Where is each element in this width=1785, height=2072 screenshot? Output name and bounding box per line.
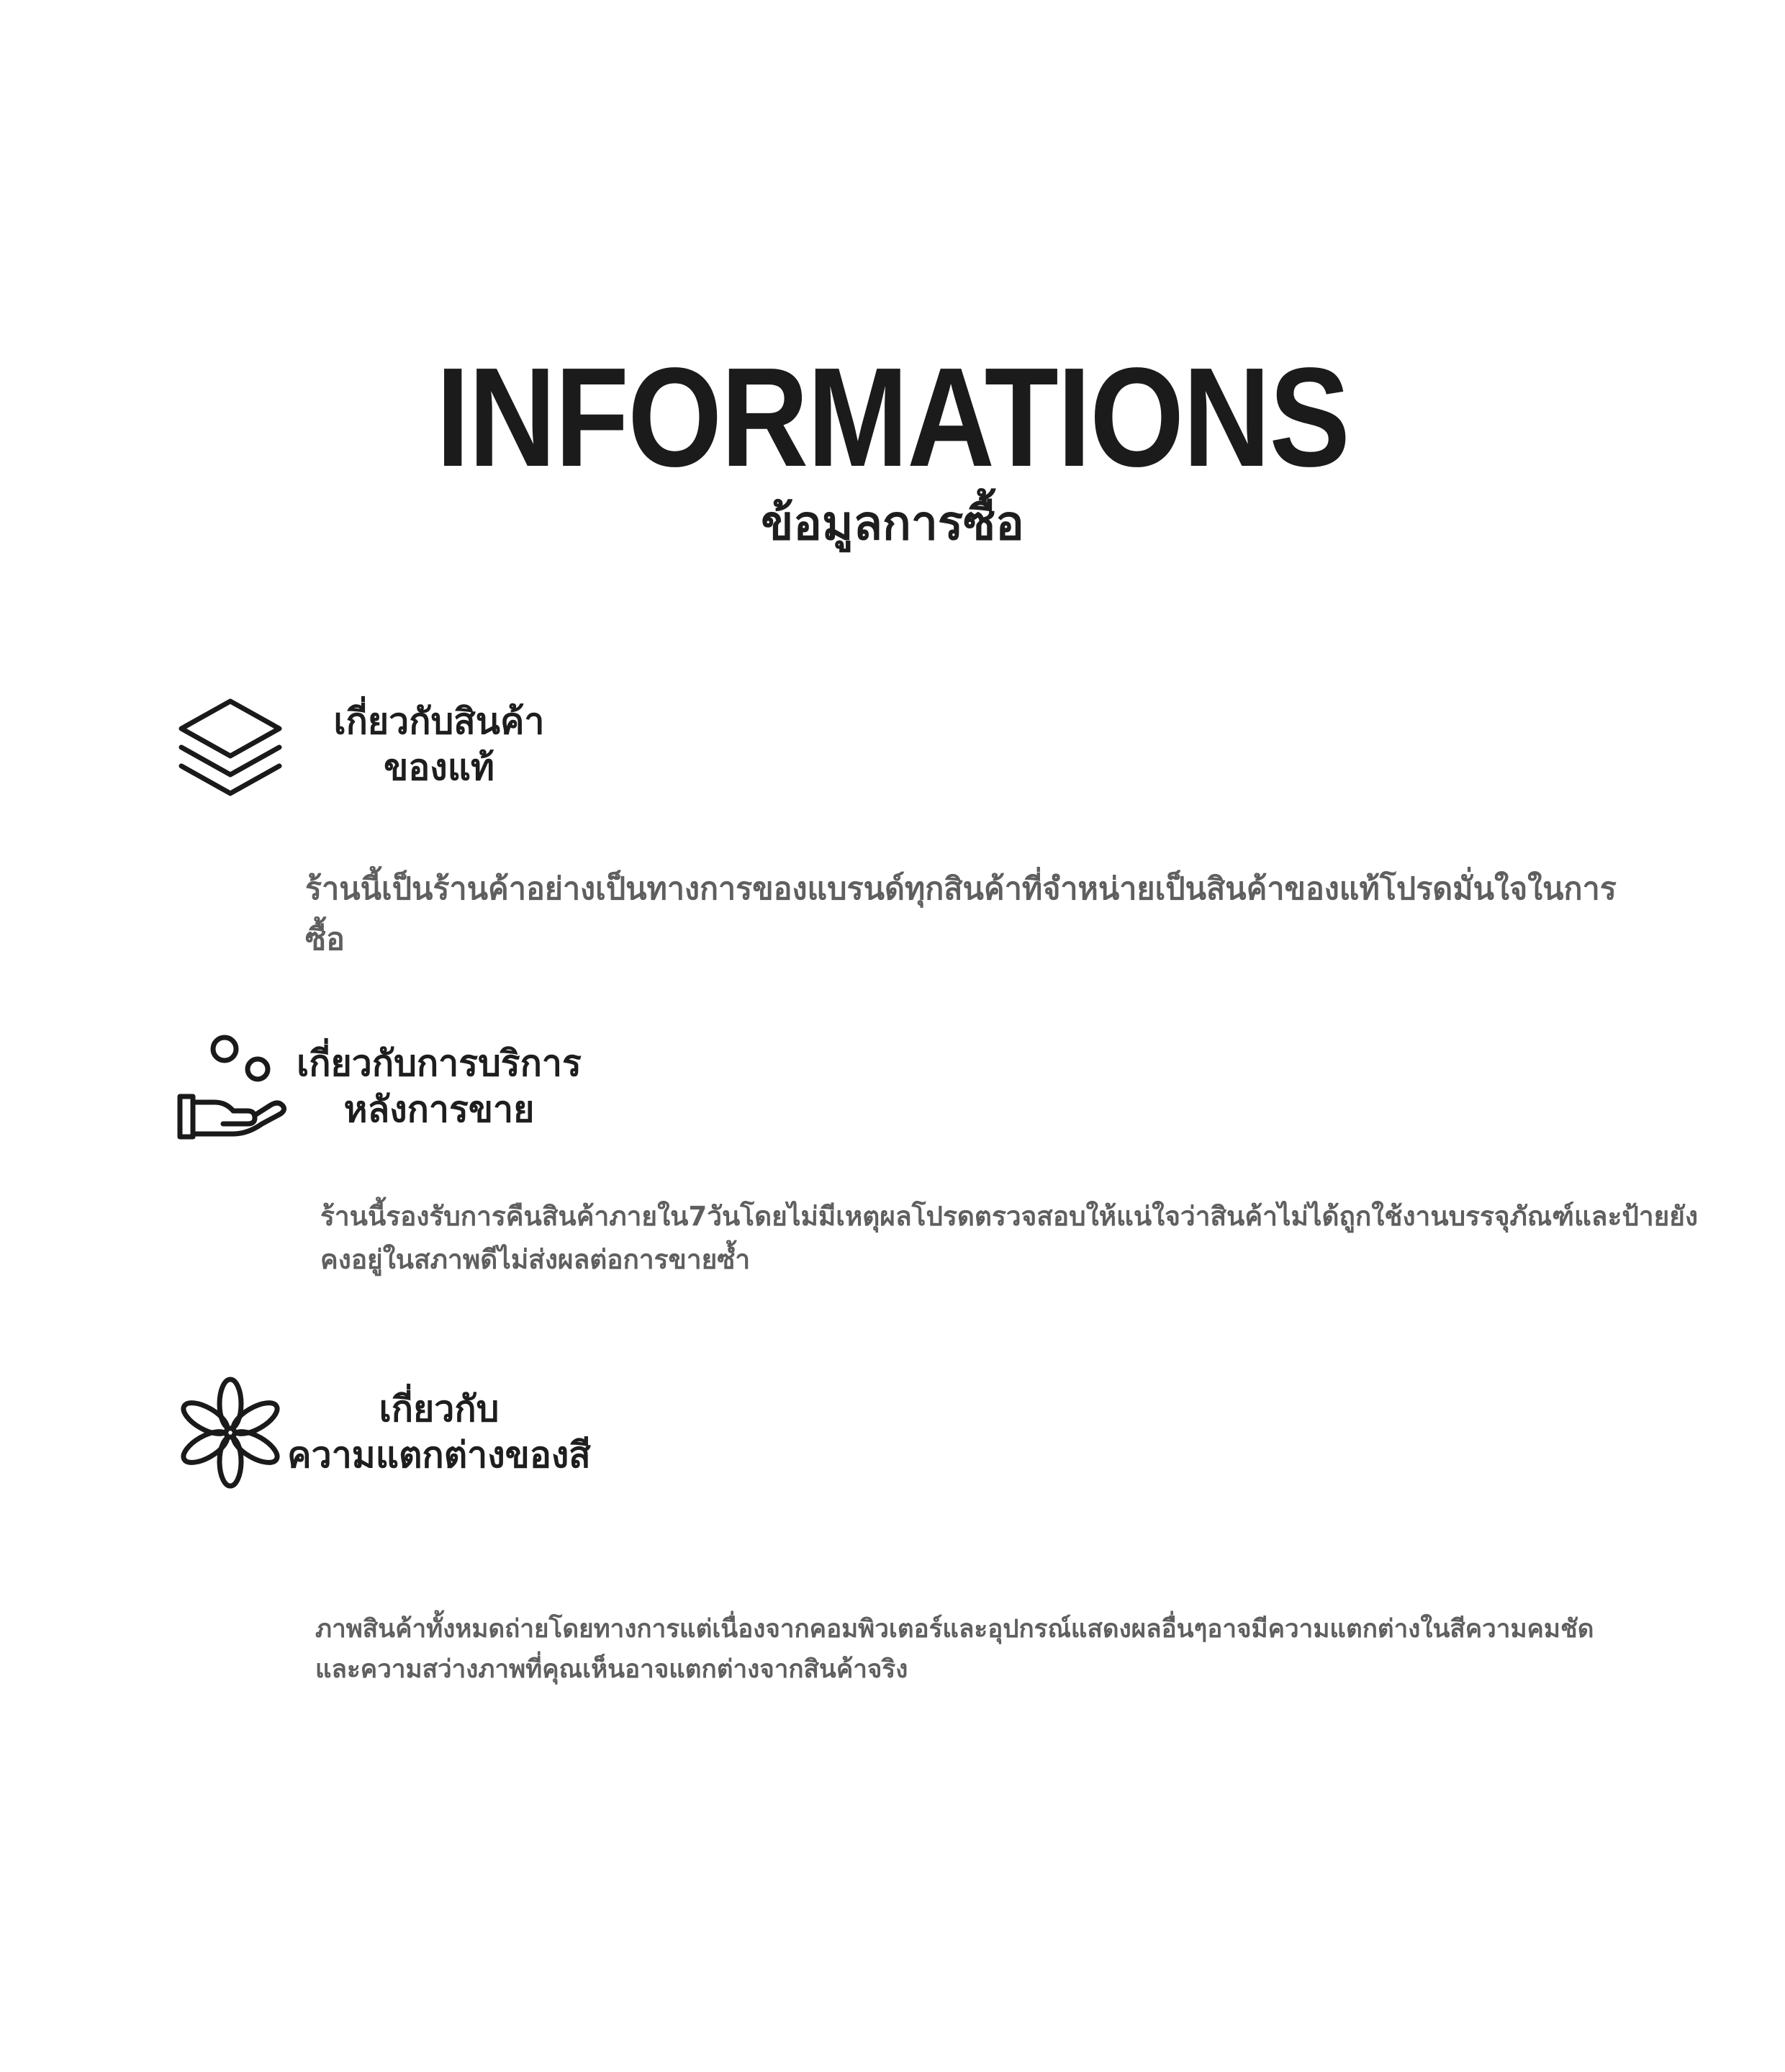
section-heading-line: เกี่ยวกับสินค้า (333, 701, 545, 742)
section-heading-color-difference (274, 1386, 605, 1478)
section-heading-line: ความแตกต่างของสี (287, 1434, 591, 1476)
page-title: INFORMATIONS (435, 338, 1350, 496)
section-heading-line: เกี่ยวกับ (379, 1388, 500, 1430)
section-heading-after-sales (274, 1040, 605, 1132)
section-heading-line: เกี่ยวกับการบริการ (297, 1042, 582, 1084)
layers-icon (173, 691, 288, 806)
hand-service-icon (173, 1033, 288, 1148)
section-body-after-sales: ร้านนี้รองรับการคืนสินค้าภายใน7วันโดยไม่มีเหตุผลโปรดตรวจสอบให้แน่ใจว่าสินค้าไม่ได้ถูกใช้งานบรรจุภัณฑ์และป้ายยังคงอยู่ในสภาพดีไม่ส่งผลต่อการขายซ้ำ (320, 1201, 1699, 1275)
section-heading-line: ของแท้ (384, 747, 494, 788)
section-body-color-difference: ภาพสินค้าทั้งหมดถ่ายโดยทางการแต่เนื่องจากคอมพิวเตอร์และอุปกรณ์แสดงผลอื่นๆอาจมีความแตกต่างในสีความคมชัดและความสว่างภาพที่คุณเห็นอาจแตกต่างจากสินค้าจริง (315, 1615, 1594, 1684)
flower-icon (173, 1375, 288, 1490)
page-subtitle: ข้อมูลการซื้อ (761, 495, 1024, 551)
section-body-authentic: ร้านนี้เป็นร้านค้าอย่างเป็นทางการของแบรนด์ทุกสินค้าที่จำหน่ายเป็นสินค้าของแท้โปรดมั่นใจในการซื้อ (305, 871, 1617, 958)
section-heading-authentic (274, 698, 605, 790)
section-heading-line: หลังการขาย (343, 1089, 535, 1130)
